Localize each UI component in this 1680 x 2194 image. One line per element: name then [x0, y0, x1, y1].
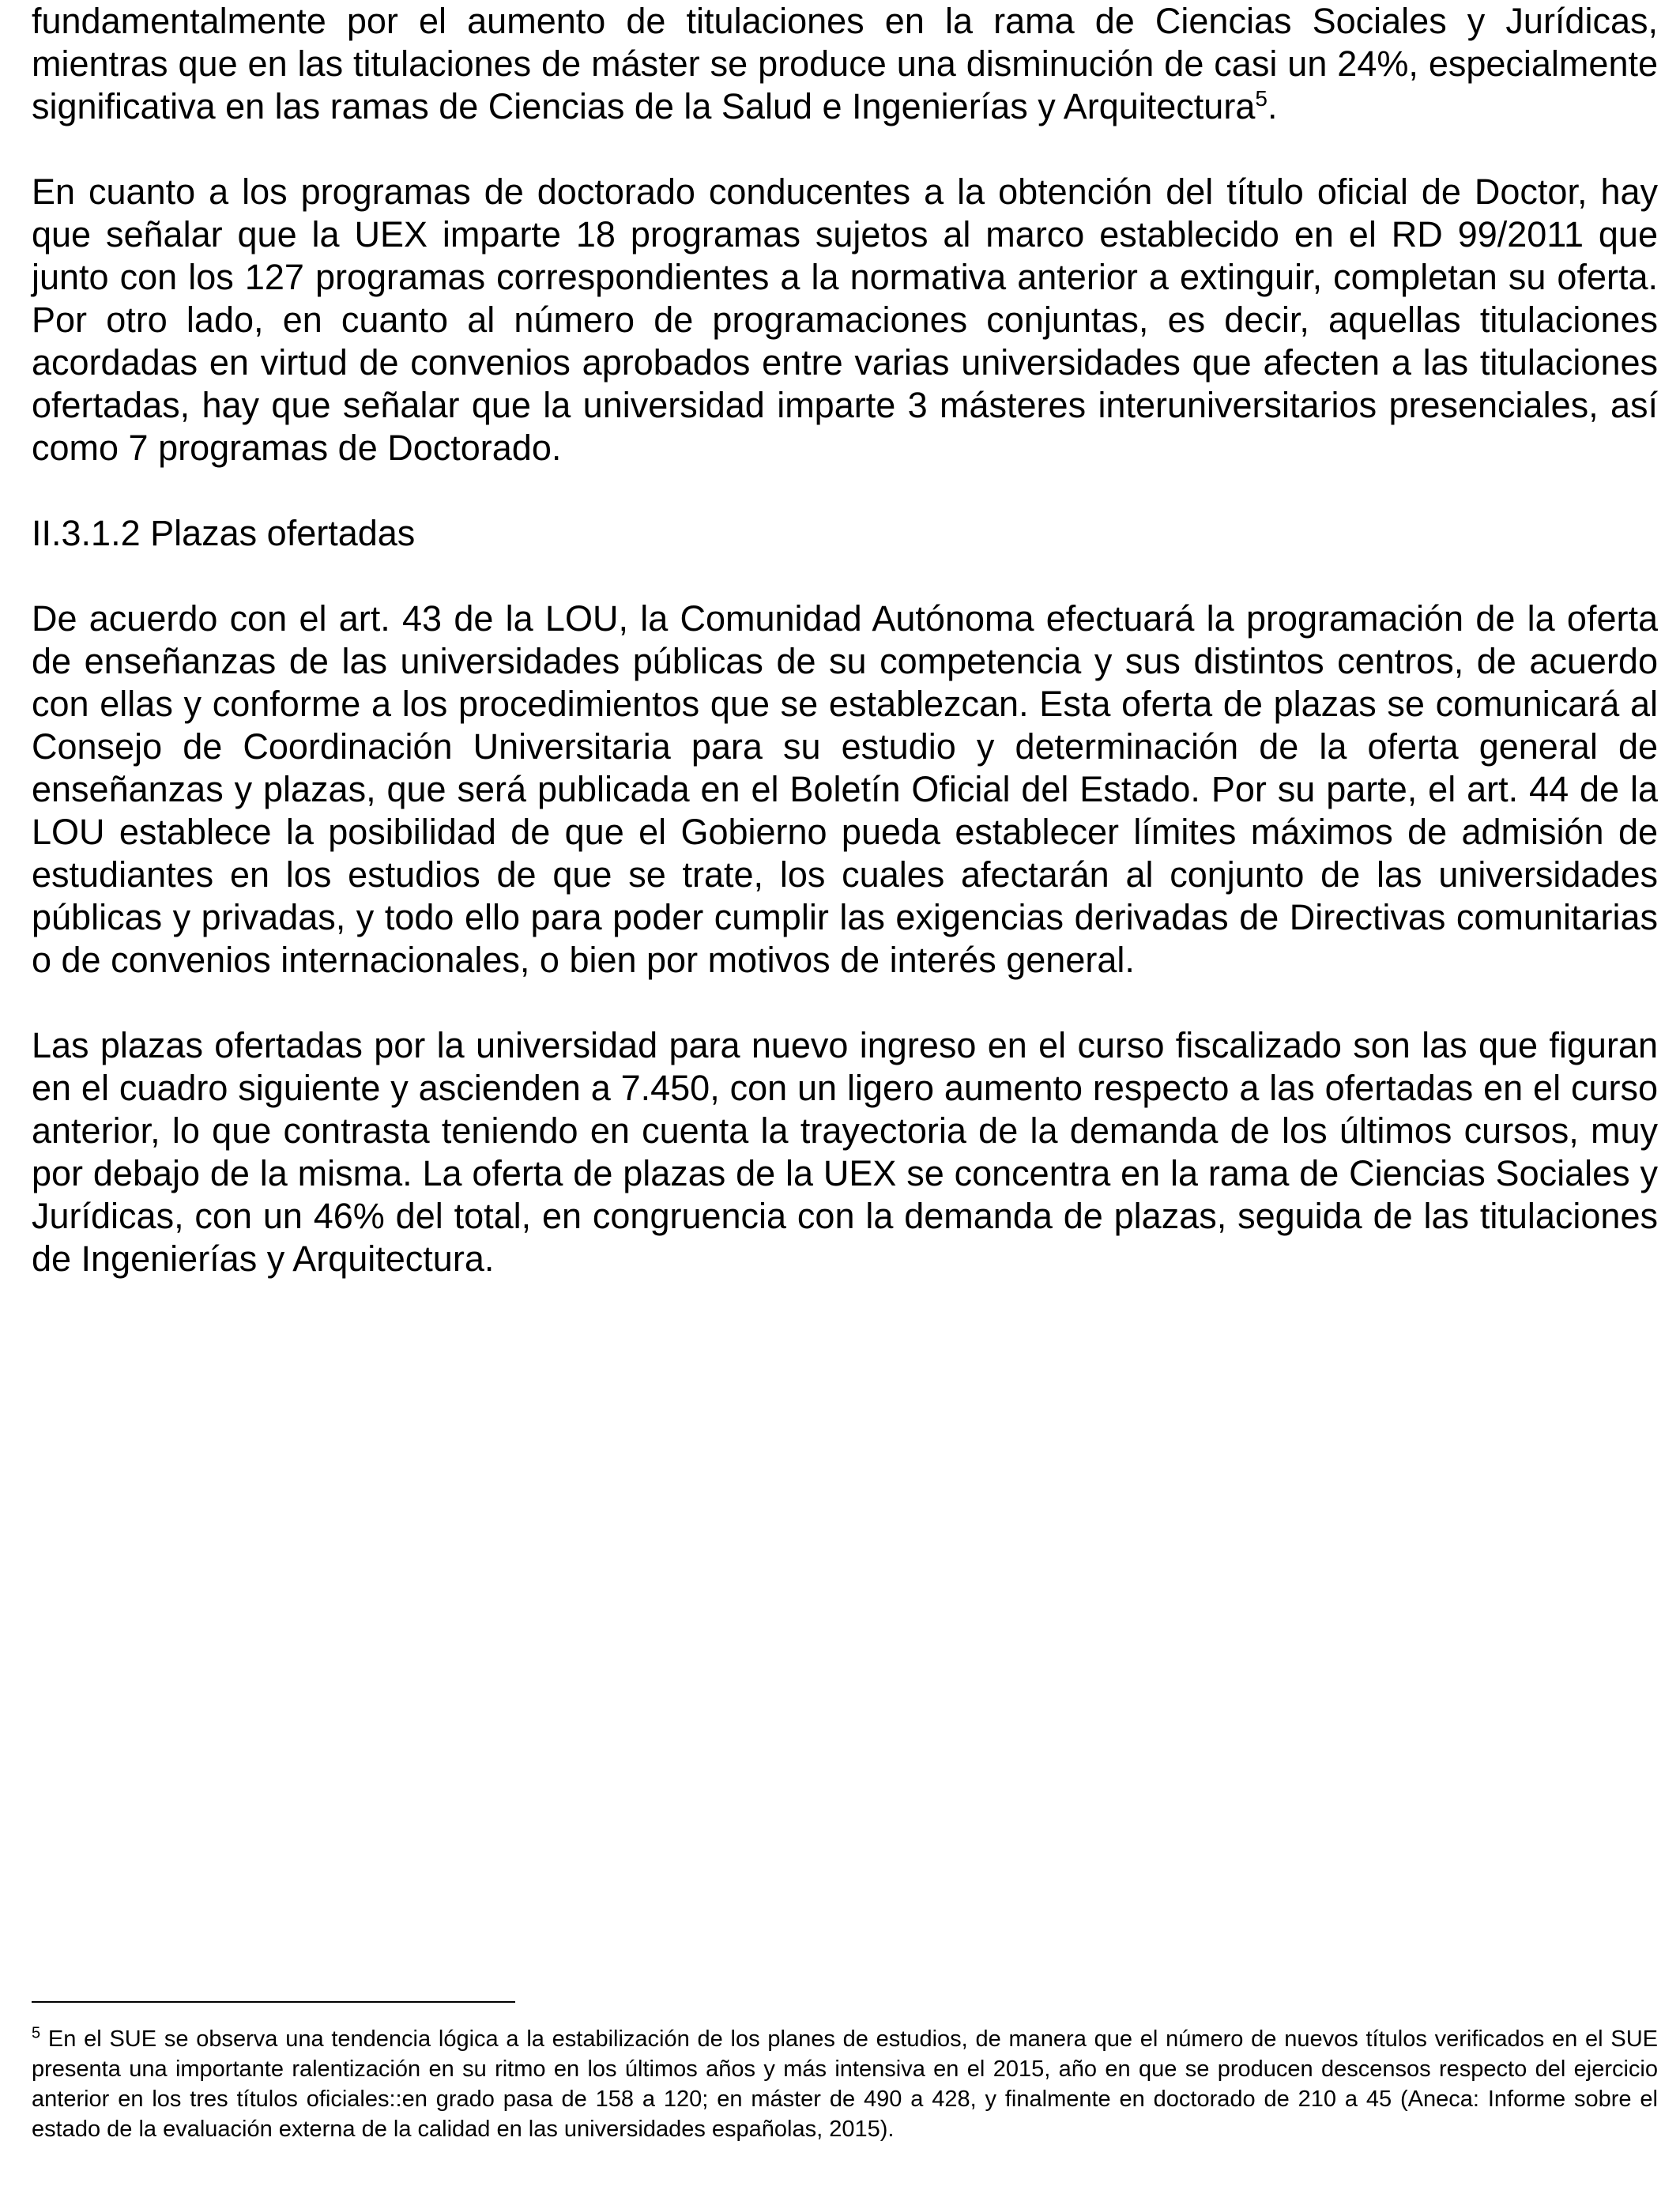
footnote-reference[interactable]: 5 [1255, 86, 1268, 111]
footnote-number: 5 [32, 2024, 41, 2042]
footnote [32, 2024, 1658, 2144]
footnote-text: En el SUE se observa una tendencia lógica a la estabilización de los planes de estudios, de manera que el número de nuevos títulos verificados en el SUE presenta una importante ralentización en su ritmo en los últimos años y más intensiva en el 2015, año en que se producen descensos respecto del ejercicio anterior en los tres títulos oficiales::en grado pasa de 158 a 120; en máster de 490 a 428, y finalmente en doctorado de 210 a 45 (Aneca: Informe sobre el estado de la evaluación externa de la calidad en las universidades españolas, 2015). [32, 2026, 1658, 2142]
paragraph-4: Las plazas ofertadas por la universidad para nuevo ingreso en el curso fiscalizado son las que figuran en el cuadro siguiente y ascienden a 7.450, con un ligero aumento respecto a las ofertadas en el curso anterior, lo que contrasta teniendo en cuenta la trayectoria de la demanda de los últimos cursos, muy por debajo de la misma. La oferta de plazas de la UEX se concentra en la rama de Ciencias Sociales y Jurídicas, con un 46% del total, en congruencia con la demanda de plazas, seguida de las titulaciones de Ingenierías y Arquitectura. [32, 1025, 1658, 1279]
paragraph-1-text: fundamentalmente por el aumento de titulaciones en la rama de Ciencias Sociales y Jurídicas, mientras que en las titulaciones de máster se produce una disminución de casi un 24%, especialmente significativa en las ramas de Ciencias de la Salud e Ingenierías y Arquitectura [32, 1, 1658, 126]
paragraph-2: En cuanto a los programas de doctorado conducentes a la obtención del título oficial de Doctor, hay que señalar que la UEX imparte 18 programas sujetos al marco establecido en el RD 99/2011 que junto con los 127 programas correspondientes a la normativa anterior a extinguir, completan su oferta. Por otro lado, en cuanto al número de programaciones conjuntas, es decir, aquellas titulaciones acordadas en virtud de convenios aprobados entre varias universidades que afecten a las titulaciones ofertadas, hay que señalar que la universidad imparte 3 másteres interuniversitarios presenciales, así como 7 programas de Doctorado. [32, 172, 1658, 468]
footnote-separator [32, 2001, 515, 2003]
paragraph-1 [32, 0, 1658, 128]
paragraph-3: De acuerdo con el art. 43 de la LOU, la Comunidad Autónoma efectuará la programación de la oferta de enseñanzas de las universidades públicas de su competencia y sus distintos centros, de acuerdo con ellas y conforme a los procedimientos que se establezcan. Esta oferta de plazas se comunicará al Consejo de Coordinación Universitaria para su estudio y determinación de la oferta general de enseñanzas y plazas, que será publicada en el Boletín Oficial del Estado. Por su parte, el art. 44 de la LOU establece la posibilidad de que el Gobierno pueda establecer límites máximos de admisión de estudiantes en los estudios de que se trate, los cuales afectarán al conjunto de las universidades públicas y privadas, y todo ello para poder cumplir las exigencias derivadas de Directivas comunitarias o de convenios internacionales, o bien por motivos de interés general. [32, 598, 1658, 980]
section-heading: II.3.1.2 Plazas ofertadas [32, 513, 416, 553]
paragraph-1-end: . [1267, 86, 1278, 126]
document-body [32, 0, 1658, 1323]
